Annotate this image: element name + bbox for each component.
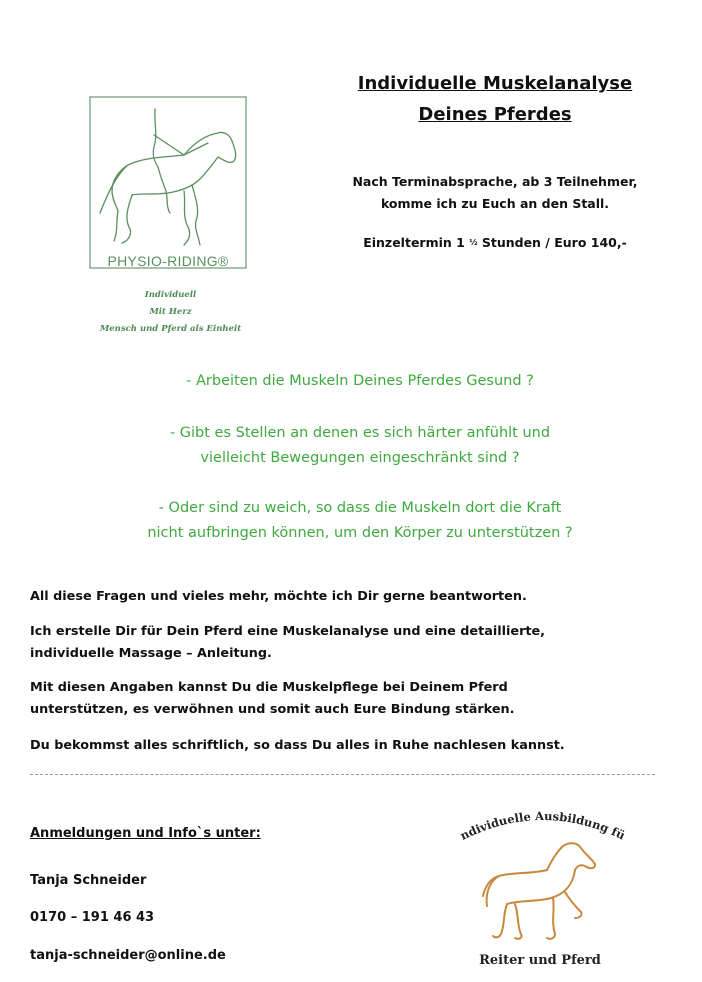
title-line: Individuelle Muskelanalyse [357,73,633,94]
logo-bottom-text: Reiter und Pferd [479,953,601,968]
question-line: vielleicht Bewegungen eingeschränkt sind ? [200,450,520,466]
horse-icon [455,800,630,950]
paragraph-3 [30,677,690,721]
divider [30,774,655,775]
paragraph-line: unterstützen, es verwöhnen und somit auch Eure Bindung stärken. [30,702,515,717]
brand-slogan [78,287,263,338]
appointment-info [330,171,660,215]
slogan-line: Mit Herz [149,307,192,317]
paragraph-line: Mit diesen Angaben kannst Du die Muskelpflege bei Deinem Pferd [30,680,508,695]
contact-heading: Anmeldungen und Info`s unter: [30,826,261,841]
price-post: Stunden / Euro 140,- [481,235,627,250]
contact-name: Tanja Schneider [30,873,147,888]
page-title [330,68,660,130]
paragraph-4 [30,735,690,757]
slogan-line: Individuell [144,290,197,300]
question-line: nicht aufbringen können, um den Körper zu unterstützen ? [147,525,573,541]
paragraph-line: Ich erstelle Dir für Dein Pferd eine Muskelanalyse und eine detaillierte, [30,624,546,639]
paragraph-line: Du bekommst alles schriftlich, so dass Du alles in Ruhe nachlesen kannst. [30,738,565,753]
paragraph-1 [30,586,690,608]
question-2 [40,421,680,471]
brand-name: PHYSIO-RIDING® [107,253,229,269]
question-line: - Arbeiten die Muskeln Deines Pferdes Gesund ? [186,373,534,389]
physio-riding-logo [88,95,248,270]
price-fraction: ½ [469,238,478,247]
info-line: Nach Terminabsprache, ab 3 Teilnehmer, [352,174,638,189]
title-line: Deines Pferdes [418,104,572,125]
question-line: - Gibt es Stellen an denen es sich härter anfühlt und [169,425,551,441]
rider-horse-icon [88,95,248,270]
paragraph-2 [30,621,690,665]
paragraph-line: All diese Fragen und vieles mehr, möchte ich Dir gerne beantworten. [30,589,527,604]
question-1 [40,369,680,394]
price-pre: Einzeltermin 1 [363,235,465,250]
logo-arc-text: ndividuelle Ausbildung fü [457,808,628,843]
info-line: komme ich zu Euch an den Stall. [380,196,610,211]
contact-email[interactable]: tanja-schneider@online.de [30,948,226,963]
question-line: - Oder sind zu weich, so dass die Muskeln dort die Kraft [158,500,562,516]
paragraph-line: individuelle Massage – Anleitung. [30,646,272,661]
question-3 [40,496,680,546]
slogan-line: Mensch und Pferd als Einheit [99,324,242,334]
contact-phone: 0170 – 191 46 43 [30,910,155,925]
price-info [330,232,660,254]
